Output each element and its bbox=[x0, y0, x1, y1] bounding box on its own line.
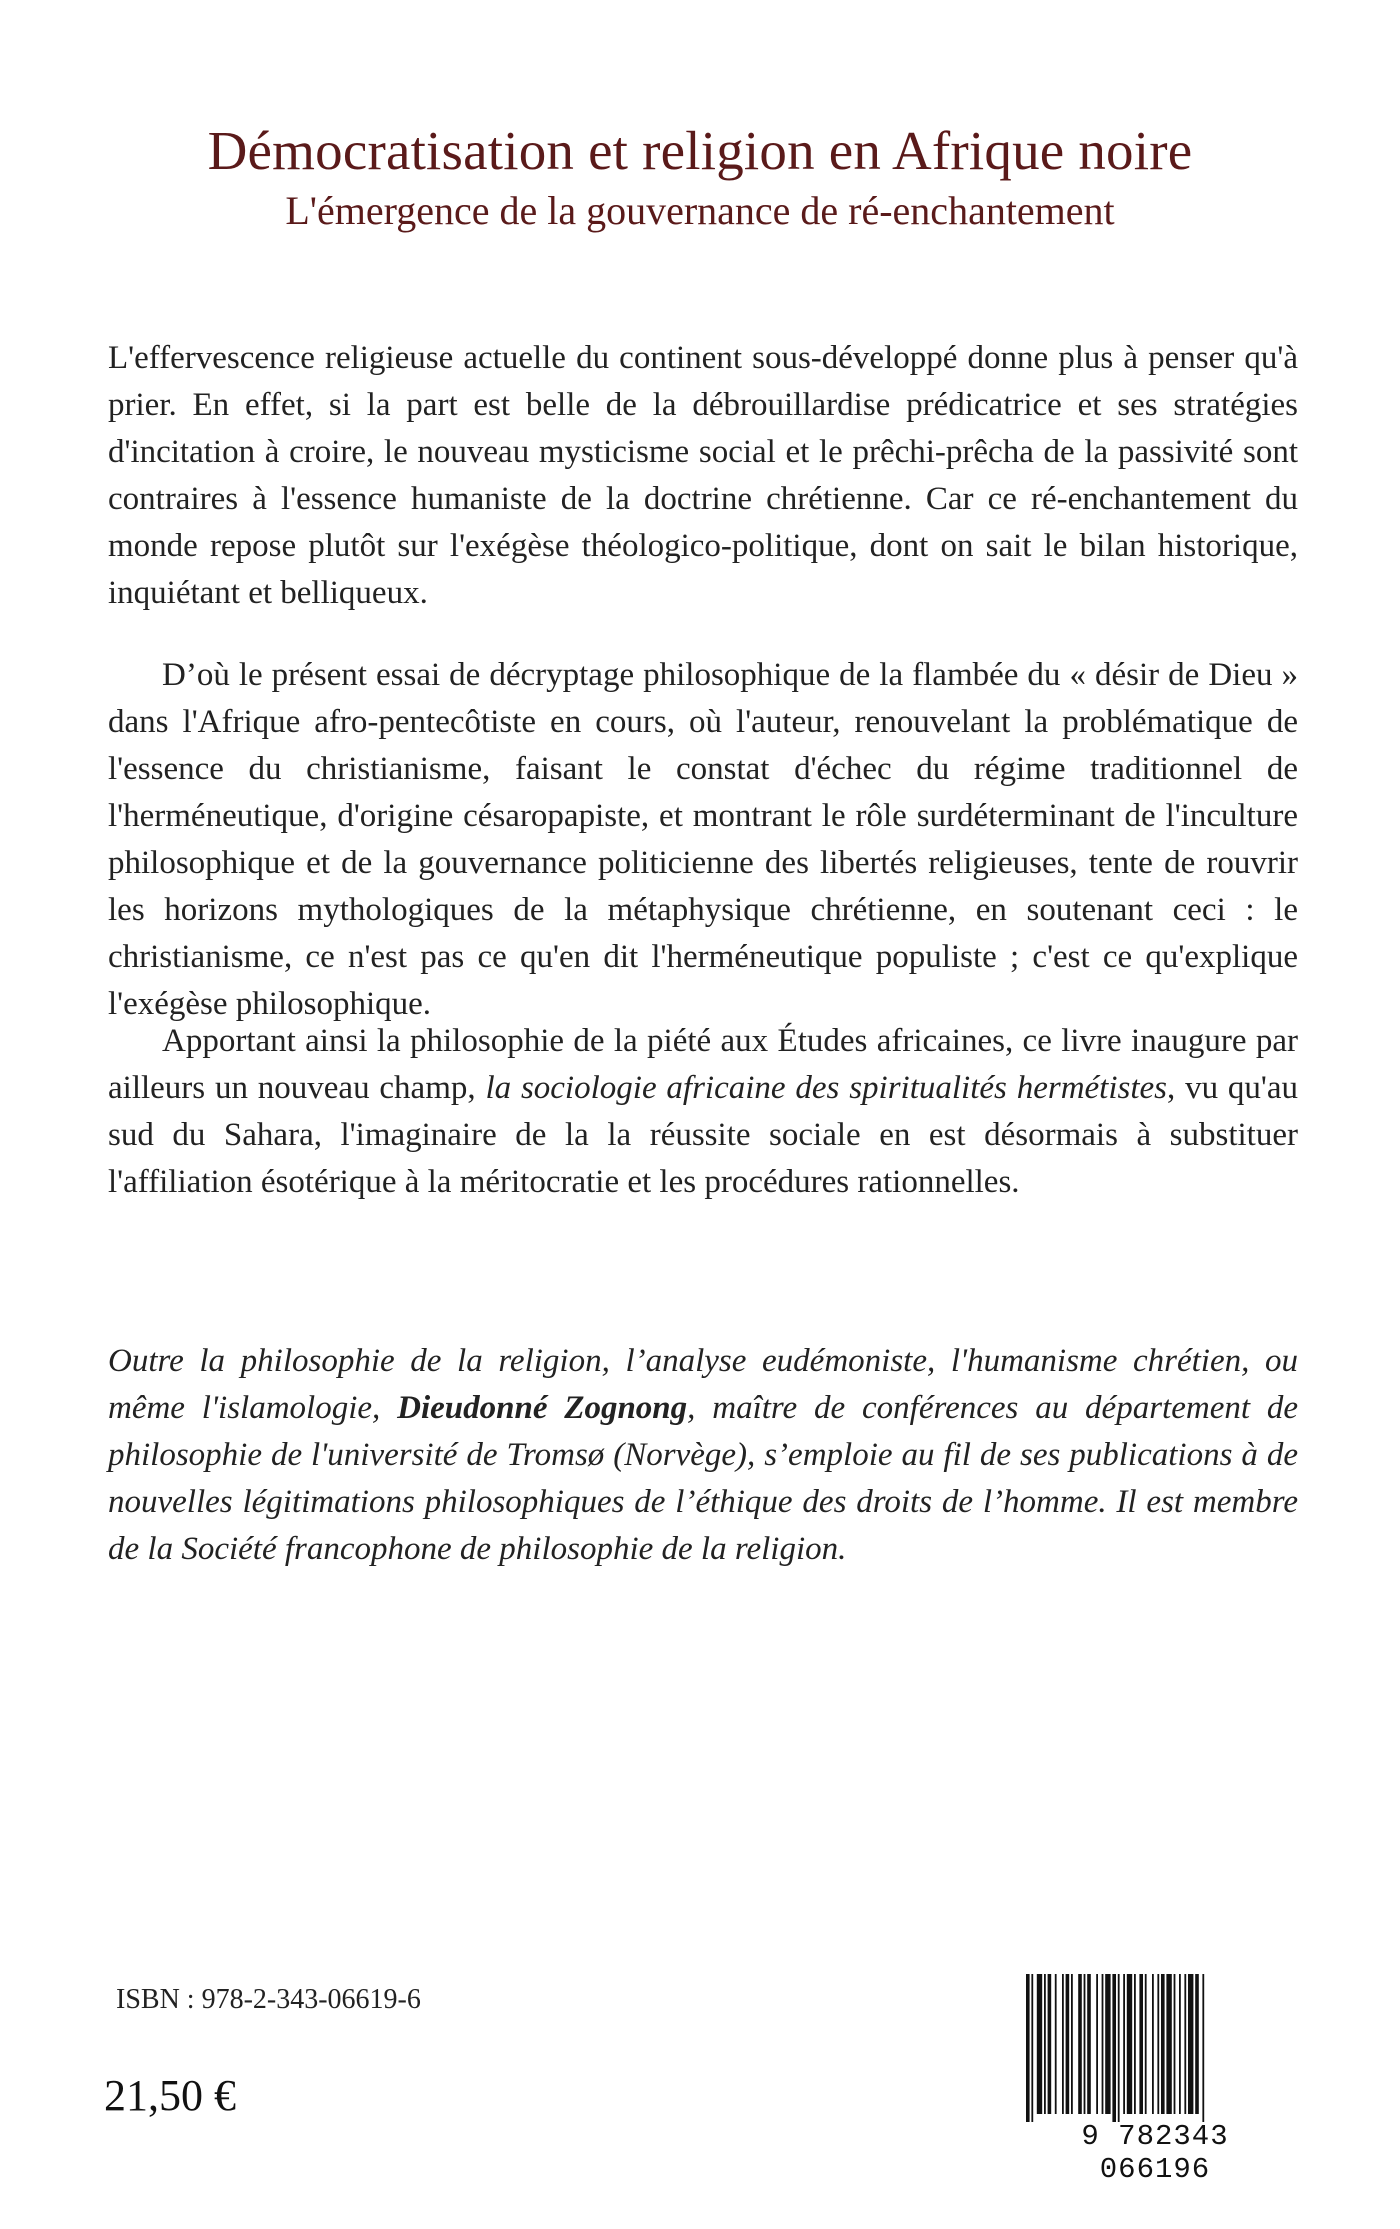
barcode-bar bbox=[1145, 1974, 1147, 2114]
barcode-bar bbox=[1179, 1974, 1181, 2114]
barcode-bar bbox=[1134, 1974, 1136, 2114]
barcode-bar bbox=[1066, 1974, 1070, 2114]
barcode-bar bbox=[1044, 1974, 1046, 2114]
barcode-bar bbox=[1184, 1974, 1186, 2114]
price: 21,50 € bbox=[104, 2071, 236, 2120]
book-title: Démocratisation et religion en Afrique noire bbox=[207, 120, 1193, 181]
barcode-bar bbox=[1096, 1974, 1098, 2114]
new-field-name: la sociologie africaine des spiritualités hermétistes bbox=[485, 1070, 1168, 1106]
barcode-bar bbox=[1112, 1974, 1116, 2122]
barcode-bar bbox=[1031, 1974, 1033, 2122]
paragraph-text bbox=[108, 1018, 1298, 1206]
paragraph-text-start: Apportant ainsi la philosophie de la piété aux Études africaines, ce livre inaugure par ailleurs un nouveau champ, bbox=[108, 1023, 1298, 1106]
barcode-bar bbox=[1166, 1974, 1171, 2114]
title-block bbox=[0, 118, 1400, 236]
author-name: Dieudonné Zognong bbox=[397, 1390, 688, 1426]
barcode-bar bbox=[1161, 1974, 1165, 2114]
barcode-bar bbox=[1048, 1974, 1052, 2114]
summary-paragraph-3 bbox=[108, 1018, 1298, 1206]
barcode-bar bbox=[1078, 1974, 1082, 2114]
barcode-bar bbox=[1174, 1974, 1176, 2114]
barcode-bar bbox=[1071, 1974, 1073, 2114]
summary-paragraph-1 bbox=[108, 335, 1298, 617]
barcode-bar bbox=[1084, 1974, 1086, 2114]
book-subtitle: L'émergence de la gouvernance de ré-enchantement bbox=[285, 188, 1115, 233]
summary-paragraph-2 bbox=[108, 652, 1298, 1028]
author-bio-end: , maître de conférences au département de philosophie de l'université de Tromsø (Norvège), s’emploie au fil de ses publications à de nouvelles légitimations philosophiques de l’éthique des droits de l’homme. Il est membre de la Société francophone de philosophie de la religion. bbox=[108, 1390, 1298, 1567]
barcode-bar bbox=[1127, 1974, 1132, 2114]
barcode-bar bbox=[1195, 1974, 1199, 2114]
barcode-bar bbox=[1026, 1974, 1030, 2122]
barcode-bar bbox=[1118, 1974, 1120, 2122]
barcode-bars bbox=[1020, 1974, 1290, 2124]
barcode-bar bbox=[1055, 1974, 1057, 2114]
barcode-bar bbox=[1157, 1974, 1159, 2114]
barcode-bar bbox=[1062, 1974, 1064, 2114]
barcode-bar bbox=[1123, 1974, 1125, 2114]
barcode-bar bbox=[1202, 1974, 1204, 2122]
barcode-bar bbox=[1152, 1974, 1154, 2114]
author-bio-start: Outre la philosophie de la religion, l’analyse eudémoniste, l'humanisme chrétien, ou même l'islamologie, bbox=[108, 1343, 1298, 1426]
barcode-bar bbox=[1037, 1974, 1042, 2114]
barcode-bar bbox=[1139, 1974, 1143, 2114]
barcode-bar bbox=[1188, 1974, 1193, 2114]
barcode-digits: 9 782343 066196 bbox=[1081, 2120, 1229, 2186]
barcode bbox=[1020, 1974, 1290, 2186]
paragraph-text: L'effervescence religieuse actuelle du continent sous-développé donne plus à penser qu'à prier. En effet, si la part est belle de la débrouillardise prédicatrice et ses stratégies d'incitation à croire, le nouveau mysticisme social et le prêchi-prêcha de la passivité sont contraires à l'essence humaniste de la doctrine chrétienne. Car ce ré-enchantement du monde repose plutôt sur l'exégèse théologico-politique, dont on sait le bilan historique, inquiétant et belliqueux. bbox=[108, 340, 1298, 611]
paragraph-text: D’où le présent essai de décryptage philosophique de la flambée du « désir de Dieu » dans l'Afrique afro-pentecôtiste en cours, où l'auteur, renouvelant la problématique de l'essence du christianisme, faisant le constat d'échec du régime traditionnel de l'herméneutique, d'origine césaropapiste, et montrant le rôle surdéterminant de l'inculture philosophique et de la gouvernance politicienne des libertés religieuses, tente de rouvrir les horizons mythologiques de la métaphysique chrétienne, en soutenant ceci : le christianisme, ce n'est pas ce qu'en dit l'herméneutique populiste ; c'est ce qu'explique l'exégèse philosophique. bbox=[108, 657, 1298, 1022]
barcode-bar bbox=[1087, 1974, 1091, 2114]
isbn: ISBN : 978-2-343-06619-6 bbox=[116, 1984, 421, 2015]
paragraph-text-end: , vu qu'au sud du Sahara, l'imaginaire de la la réussite sociale en est désormais à substituer l'affiliation ésotérique à la méritocratie et les procédures rationnelles. bbox=[108, 1070, 1299, 1200]
barcode-bar bbox=[1102, 1974, 1104, 2114]
barcode-bar bbox=[1105, 1974, 1110, 2114]
author-bio bbox=[108, 1338, 1298, 1573]
